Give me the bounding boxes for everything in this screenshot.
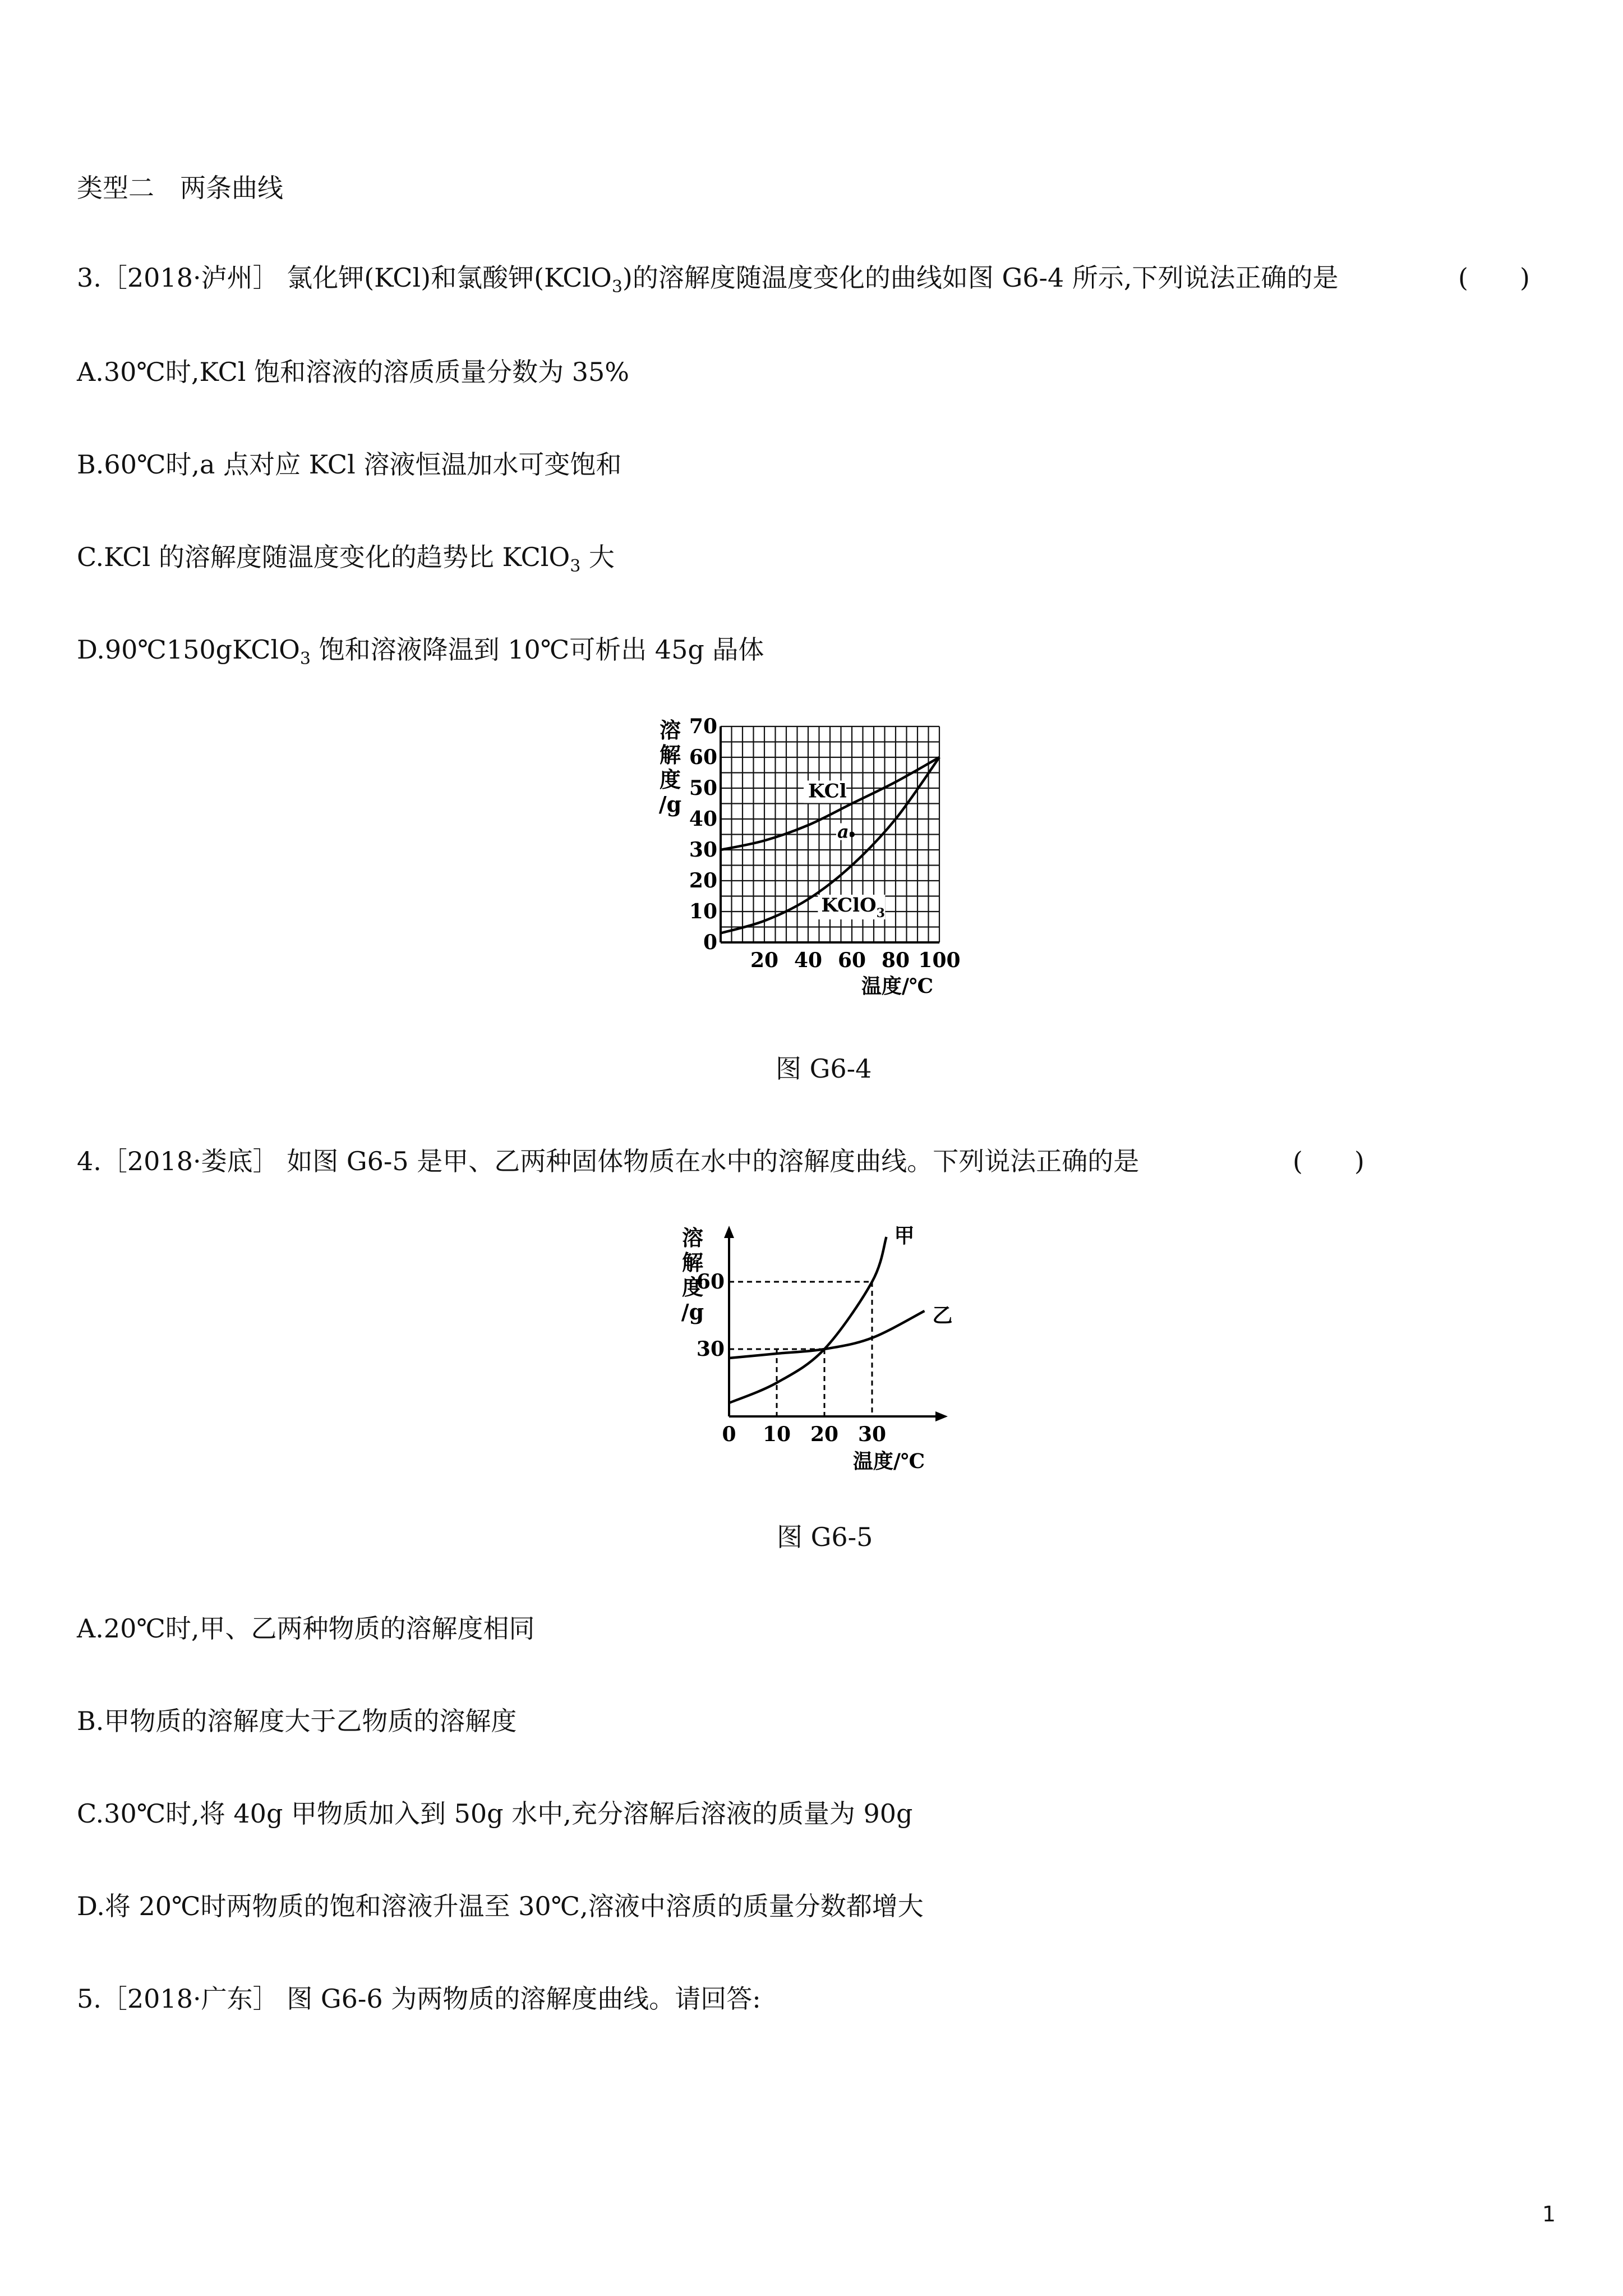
x-axis-arrow [935,1411,948,1421]
question-4-option-b: B.甲物质的溶解度大于乙物质的溶解度 [77,1706,517,1736]
figure-g6-4 [656,712,1004,1006]
question-3-suffix: )的溶解度随温度变化的曲线如图 G6-4 所示,下列说法正确的是 [622,263,1339,293]
x-tick-label: 100 [918,949,961,972]
question-3-option-c [77,540,615,583]
question-3-option-d [77,633,764,676]
solubility-chart-kcl-kclo3 [656,712,1004,1004]
x-tick-label: 20 [750,949,779,972]
y-axis-label: 度 [681,1274,704,1300]
y-tick-label: 30 [696,1337,725,1361]
question-3-option-a: A.30℃时,KCl 饱和溶液的溶质质量分数为 35% [77,357,629,387]
y-axis-label: /g [681,1299,704,1324]
question-3-option-d-pre: D.90℃150gKClO [77,634,300,665]
x-tick-label: 40 [794,949,823,972]
question-3-option-c-pre: C.KCl 的溶解度随温度变化的趋势比 KClO [77,542,570,572]
y-tick-label: 10 [689,900,717,923]
section-title: 类型二 两条曲线 [77,173,283,203]
question-5-stem: 5.［2018·广东］ 图 G6-6 为两物质的溶解度曲线。请回答: [77,1984,761,2014]
y-axis-label: 溶 [659,717,681,743]
question-3-option-c-post: 大 [580,542,615,572]
y-tick-label: 70 [689,715,717,738]
question-4-option-a: A.20℃时,甲、乙两种物质的溶解度相同 [77,1613,535,1644]
question-3-option-d-post: 饱和溶液降温到 10℃可析出 45g 晶体 [310,634,764,665]
question-3-option-b: B.60℃时,a 点对应 KCl 溶液恒温加水可变饱和 [77,449,622,480]
question-3-prefix: 3.［2018·泸州］ 氯化钾(KCl)和氯酸钾(KClO [77,263,612,293]
y-tick-label: 60 [689,746,717,769]
y-tick-label: 50 [689,776,717,800]
x-tick-label: 30 [857,1423,887,1446]
y-axis-label: 度 [659,767,681,792]
figure-g6-5-caption: 图 G6-5 [777,1522,873,1552]
series-line-yi [729,1311,925,1358]
x-tick-label: 20 [810,1423,839,1446]
figure-g6-4-caption: 图 G6-4 [776,1053,872,1084]
series-label-jia: 甲 [894,1224,915,1248]
question-4-option-d: D.将 20℃时两物质的饱和溶液升温至 30℃,溶液中溶质的质量分数都增大 [77,1891,924,1921]
y-axis-arrow [724,1226,734,1238]
question-3-option-d-sub: 3 [299,649,311,669]
point-a-marker [849,832,855,838]
x-axis-label: 温度/℃ [852,1450,925,1473]
series-label-yi: 乙 [932,1304,953,1327]
y-tick-label: 60 [696,1270,725,1294]
question-3-answer-paren: ( ) [1458,263,1530,293]
y-axis-label: 溶 [681,1225,704,1250]
solubility-chart-jia-yi [662,1214,976,1484]
y-axis-label: /g [658,792,682,817]
y-tick-label: 30 [689,838,717,862]
y-tick-label: 40 [689,807,717,831]
question-3-option-c-sub: 3 [570,556,581,576]
x-axis-label: 温度/℃ [861,974,934,998]
series-label-kclo3: KClO$_3$ [821,894,885,921]
question-4-stem: 4.［2018·娄底］ 如图 G6-5 是甲、乙两种固体物质在水中的溶解度曲线。下列说法正确的是 [77,1146,1140,1176]
x-tick-label: 60 [837,949,866,972]
series-label-kcl: KCl [808,780,847,803]
y-axis-label: 解 [659,742,681,767]
y-tick-label: 20 [689,869,717,892]
point-a-label: a [837,821,849,843]
y-tick-label: 0 [703,931,717,954]
question-3-stem [77,261,1339,304]
question-3-subscript: 3 [611,277,623,297]
figure-g6-5 [662,1214,976,1486]
page-number: 1 [1542,2202,1556,2226]
x-tick-label: 0 [722,1423,736,1446]
x-tick-label: 80 [881,949,910,972]
y-axis-label: 解 [681,1250,704,1275]
series-line-jia [729,1237,887,1403]
x-tick-label: 10 [762,1423,791,1446]
question-4-answer-paren: ( ) [1293,1146,1364,1176]
question-4-option-c: C.30℃时,将 40g 甲物质加入到 50g 水中,充分溶解后溶液的质量为 90g [77,1798,913,1829]
